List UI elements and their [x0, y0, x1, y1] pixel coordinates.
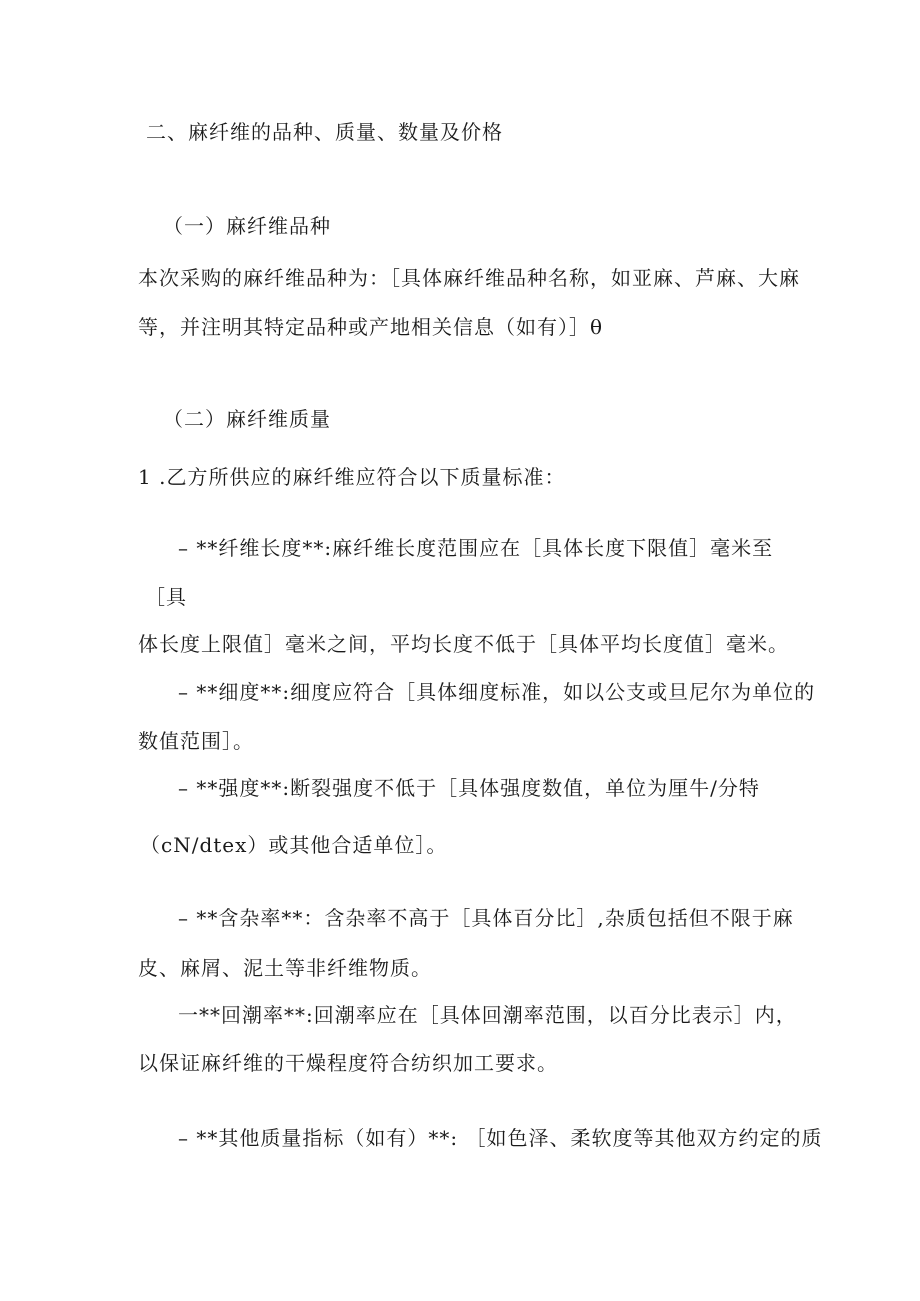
- paragraph-quality-intro: 1 .乙方所供应的麻纤维应符合以下质量标准：: [138, 465, 566, 489]
- list-item-length: – **纤维长度**:麻纤维长度范围应在［具体长度下限值］毫米至: [178, 536, 774, 560]
- list-item-moisture: 一**回潮率**:回潮率应在［具体回潮率范围，以百分比表示］内，: [178, 1003, 797, 1027]
- list-item-length-continued: ［具: [145, 585, 187, 609]
- paragraph-variety-line: 本次采购的麻纤维品种为：［具体麻纤维品种名称，如亚麻、芦麻、大麻: [138, 266, 800, 290]
- list-item-other-indicators: – **其他质量指标（如有）**: ［如色泽、柔软度等其他双方约定的质: [178, 1126, 823, 1150]
- section-heading: 二、麻纤维的品种、质量、数量及价格: [146, 120, 503, 144]
- list-item-impurity: – **含杂率**：含杂率不高于［具体百分比］,杂质包括但不限于麻: [178, 906, 794, 930]
- list-item-fineness: – **细度**:细度应符合［具体细度标准，如以公支或旦尼尔为单位的: [178, 680, 816, 704]
- list-item-strength: – **强度**:断裂强度不低于［具体强度数值，单位为厘牛/分特: [178, 776, 760, 800]
- subsection-heading-quality: （二）麻纤维质量: [163, 407, 331, 431]
- paragraph-variety-line: 等，并注明其特定品种或产地相关信息（如有）］θ: [138, 315, 604, 339]
- list-item-moisture-continued: 以保证麻纤维的干燥程度符合纺织加工要求。: [138, 1051, 558, 1075]
- list-item-fineness-continued: 数值范围］。: [138, 729, 254, 753]
- list-item-impurity-continued: 皮、麻屑、泥土等非纤维物质。: [138, 956, 432, 980]
- subsection-heading-variety: （一）麻纤维品种: [163, 214, 331, 238]
- list-item-length-continued: 体长度上限值］毫米之间，平均长度不低于［具体平均长度值］毫米。: [138, 632, 789, 656]
- list-item-strength-continued: （cN/dtex）或其他合适单位］。: [140, 833, 448, 857]
